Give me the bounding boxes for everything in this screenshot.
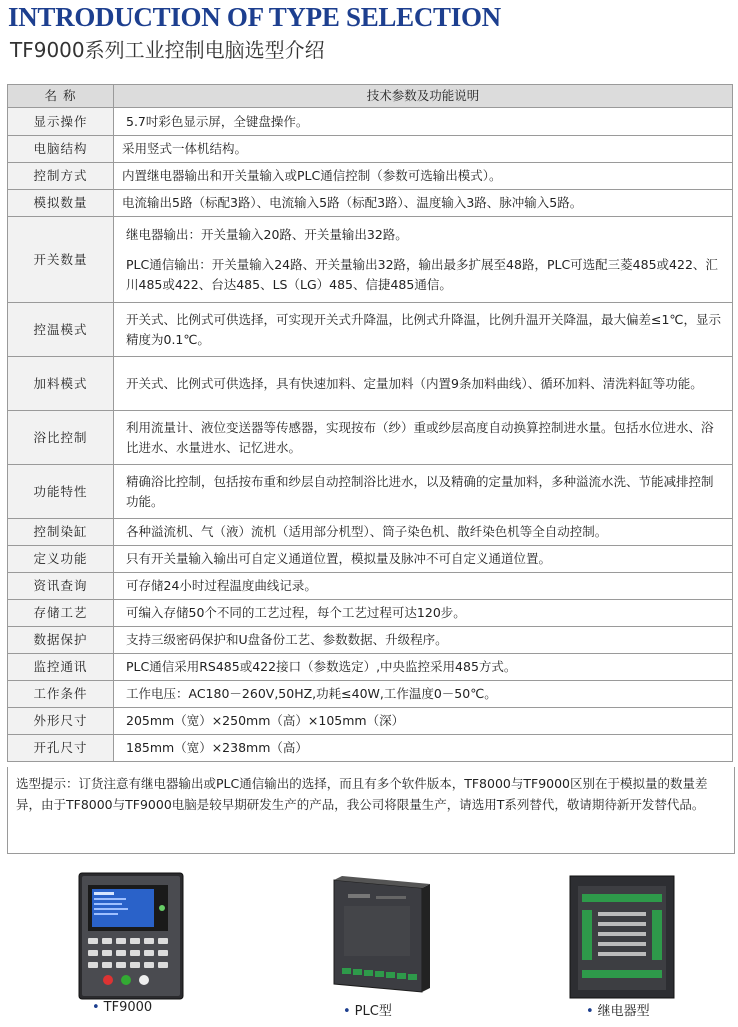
relay-product-image: [568, 874, 676, 1000]
table-row: [8, 735, 733, 762]
table-row: [8, 190, 733, 217]
row-name: 显示操作: [8, 108, 114, 136]
table-row: [8, 303, 733, 357]
row-name: 开孔尺寸: [8, 735, 114, 762]
row-desc: 各种溢流机、气（液）流机（适用部分机型）、筒子染色机、散纤染色机等全自动控制。: [114, 519, 733, 546]
row-desc: 只有开关量输入输出可自定义通道位置，模拟量及脉冲不可自定义通道位置。: [114, 546, 733, 573]
spec-table: [7, 84, 733, 762]
row-desc: 可编入存储50个不同的工艺过程，每个工艺过程可达120步。: [114, 600, 733, 627]
row-name: 电脑结构: [8, 136, 114, 163]
row-desc: PLC通信采用RS485或422接口（参数选定）,中央监控采用485方式。: [114, 654, 733, 681]
row-name: 功能特性: [8, 465, 114, 519]
row-desc: 精确浴比控制，包括按布重和纱层自动控制浴比进水，以及精确的定量加料，多种溢流水洗、节能减排控制功能。: [114, 465, 733, 519]
row-desc: 利用流量计、液位变送器等传感器，实现按布（纱）重或纱层高度自动换算控制进水量。包括水位进水、浴比进水、水量进水、记忆进水。: [114, 411, 733, 465]
selection-note: 选型提示：订货注意有继电器输出或PLC通信输出的选择，而且有多个软件版本，TF8000与TF9000区别在于模拟量的数量差异，由于TF8000与TF9000电脑是较早期研发生产的产品，我公司将限量生产，请选用T系列替代，敬请期待新开发替代品。: [7, 767, 735, 854]
header-name: 名 称: [8, 85, 114, 108]
table-row: [8, 627, 733, 654]
row-name: 浴比控制: [8, 411, 114, 465]
row-desc: 开关式、比例式可供选择，可实现开关式升降温，比例式升降温，比例升温开关降温，最大偏差≤1℃，显示精度为0.1℃。: [114, 303, 733, 357]
table-row: [8, 600, 733, 627]
row-name: 开关数量: [8, 217, 114, 303]
table-header: [8, 85, 733, 108]
row-desc: 内置继电器输出和开关量输入或PLC通信控制（参数可选输出模式）。: [114, 163, 733, 190]
row-name: 定义功能: [8, 546, 114, 573]
row-name: 监控通讯: [8, 654, 114, 681]
table-row: [8, 546, 733, 573]
bullet-icon: •: [343, 1004, 351, 1019]
header-desc: 技术参数及功能说明: [114, 85, 733, 108]
row-desc: 支持三级密码保护和U盘备份工艺、参数数据、升级程序。: [114, 627, 733, 654]
row-name: 控温模式: [8, 303, 114, 357]
table-row: [8, 411, 733, 465]
plc-product-image: [326, 876, 432, 996]
row-desc: 5.7吋彩色显示屏，全键盘操作。: [114, 108, 733, 136]
table-row: [8, 108, 733, 136]
row-name: 工作条件: [8, 681, 114, 708]
row-name: 外形尺寸: [8, 708, 114, 735]
table-row: [8, 136, 733, 163]
title-en: INTRODUCTION OF TYPE SELECTION: [8, 2, 501, 32]
table-row: [8, 708, 733, 735]
bullet-icon: •: [586, 1004, 594, 1019]
row-desc: 185mm（宽）×238mm（高）: [114, 735, 733, 762]
table-row: [8, 519, 733, 546]
row-desc: 205mm（宽）×250mm（高）×105mm（深）: [114, 708, 733, 735]
table-row: [8, 681, 733, 708]
product-gallery: [0, 848, 738, 1027]
row-name: 资讯查询: [8, 573, 114, 600]
caption-plc: • PLC型: [343, 1004, 392, 1019]
row-desc: 采用竖式一体机结构。: [114, 136, 733, 163]
table-row: [8, 217, 733, 303]
row-name: 控制方式: [8, 163, 114, 190]
row-name: 存储工艺: [8, 600, 114, 627]
table-row: [8, 573, 733, 600]
caption-relay: • 继电器型: [586, 1004, 650, 1019]
row-desc: 继电器输出：开关量输入20路、开关量输出32路。 PLC通信输出：开关量输入24路、开关量输出32路，输出最多扩展至48路，PLC可选配三菱485或422、汇川485或422、台达485、LS（LG）485、信捷485通信。: [114, 217, 733, 303]
row-name: 模拟数量: [8, 190, 114, 217]
row-desc: 开关式、比例式可供选择，具有快速加料、定量加料（内置9条加料曲线）、循环加料、清洗料缸等功能。: [114, 357, 733, 411]
table-row: [8, 163, 733, 190]
row-name: 加料模式: [8, 357, 114, 411]
row-desc: 可存储24小时过程温度曲线记录。: [114, 573, 733, 600]
table-row: [8, 357, 733, 411]
table-row: [8, 654, 733, 681]
bullet-icon: •: [92, 1000, 100, 1015]
row-name: 数据保护: [8, 627, 114, 654]
row-name: 控制染缸: [8, 519, 114, 546]
title-cn: TF9000系列工业控制电脑选型介绍: [10, 38, 325, 62]
caption-tf9000: • TF9000: [92, 1000, 153, 1015]
table-row: [8, 465, 733, 519]
tf9000-product-image: [78, 872, 184, 1000]
row-desc: 电流输出5路（标配3路）、电流输入5路（标配3路）、温度输入3路、脉冲输入5路。: [114, 190, 733, 217]
row-desc: 工作电压：AC180－260V,50HZ,功耗≤40W,工作温度0－50℃。: [114, 681, 733, 708]
